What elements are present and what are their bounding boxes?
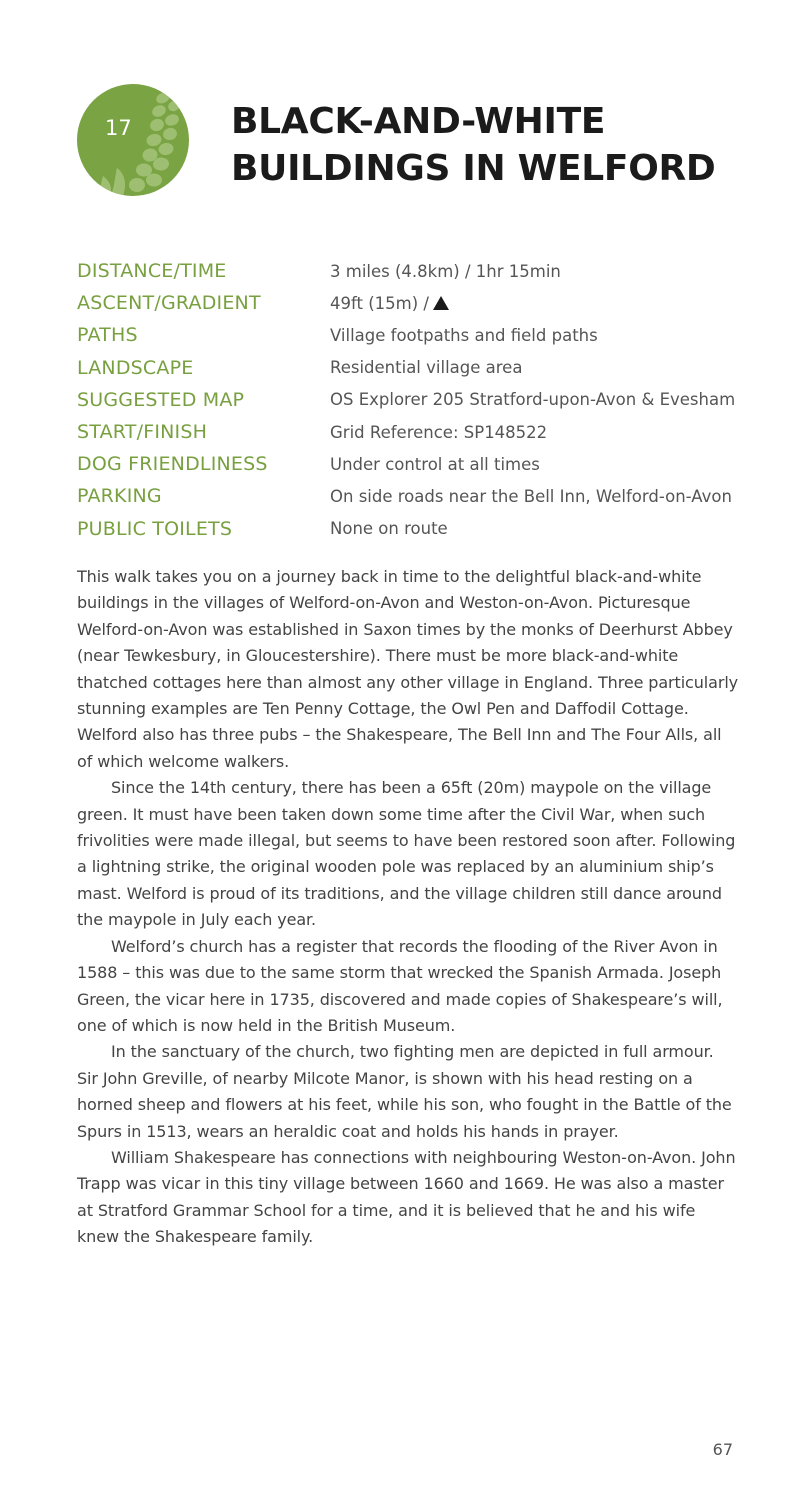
fact-value: Grid Reference: SP148522 xyxy=(330,422,548,442)
fact-row-map xyxy=(77,384,757,416)
fact-value: Under control at all times xyxy=(330,454,540,474)
walk-title-line-2: BUILDINGS IN WELFORD xyxy=(231,148,716,189)
fact-value: 49ft (15m) / xyxy=(330,293,429,313)
fact-row-landscape xyxy=(77,352,757,384)
fact-label: DOG FRIENDLINESS xyxy=(77,453,268,476)
fact-row-distance xyxy=(77,255,757,287)
fact-label: LANDSCAPE xyxy=(77,356,194,379)
paragraph: In the sanctuary of the church, two fighting men are depicted in full armour. Sir John Greville, of nearby Milcote Manor, is shown with his head resting on a horned sheep and flowers at his feet, while his son, who fought in the Battle of the Spurs in 1513, wears an heraldic coat and holds his hands in prayer. xyxy=(77,1042,732,1141)
fact-label: SUGGESTED MAP xyxy=(77,388,245,411)
paragraph: Since the 14th century, there has been a 65ft (20m) maypole on the village green. It must have been taken down some time after the Civil War, when such frivolities were made illegal, but seems to have been restored soon after. Following a lightning strike, the original wooden pole was replaced by an aluminium ship’s mast. Welford is proud of its traditions, and the village children still dance around the maypole in July each year. xyxy=(77,778,736,930)
walk-number-badge xyxy=(77,84,189,196)
fact-label: PUBLIC TOILETS xyxy=(77,517,233,540)
walk-description xyxy=(77,564,739,1251)
fact-value: None on route xyxy=(330,519,448,539)
walk-title-line-1: BLACK-AND-WHITE xyxy=(231,101,606,142)
fact-label: PATHS xyxy=(77,324,138,347)
fact-label: ASCENT/GRADIENT xyxy=(77,292,261,315)
fact-value: On side roads near the Bell Inn, Welford-on-Avon xyxy=(330,486,732,506)
fact-label: START/FINISH xyxy=(77,421,208,444)
fact-value-wrap xyxy=(330,294,449,313)
fact-value: 3 miles (4.8km) / 1hr 15min xyxy=(330,261,561,281)
fact-value: Residential village area xyxy=(330,358,523,378)
fact-row-start-finish xyxy=(77,416,757,448)
fact-label: DISTANCE/TIME xyxy=(77,260,227,283)
fact-row-dog-friendliness xyxy=(77,448,757,480)
footprint-path-icon xyxy=(77,84,189,196)
fact-value: Village footpaths and field paths xyxy=(330,325,598,345)
triangle-gradient-icon xyxy=(433,296,449,310)
walk-title xyxy=(231,98,771,192)
page-number: 67 xyxy=(712,1440,733,1459)
fact-label: PARKING xyxy=(77,485,162,508)
fact-value: OS Explorer 205 Stratford-upon-Avon & Evesham xyxy=(330,390,736,410)
fact-row-ascent xyxy=(77,287,757,319)
paragraph: William Shakespeare has connections with neighbouring Weston-on-Avon. John Trapp was vicar in this tiny village between 1660 and 1669. He was also a master at Stratford Grammar School for a time, and it is believed that he and his wife knew the Shakespeare family. xyxy=(77,1147,736,1247)
paragraph: Welford’s church has a register that records the flooding of the River Avon in 1588 – this was due to the same storm that wrecked the Spanish Armada. Joseph Green, the vicar here in 1735, discovered and made copies of Shakespeare’s will, one of which is now held in the British Museum. xyxy=(77,936,723,1035)
paragraph: This walk takes you on a journey back in time to the delightful black-and-white buildings in the villages of Welford-on-Avon and Weston-on-Avon. Picturesque Welford-on-Avon was established in Saxon times by the monks of Deerhurst Abbey (near Tewkesbury, in Gloucestershire). There must be more black-and-white thatched cottages here than almost any other village in England. Three particularly stunning examples are Ten Penny Cottage, the Owl Pen and Daffodil Cottage. Welford also has three pubs – the Shakespeare, The Bell Inn and The Four Alls, all of which welcome walkers. xyxy=(77,567,739,771)
fact-row-paths xyxy=(77,319,757,351)
fact-row-toilets xyxy=(77,513,757,545)
walk-facts-table xyxy=(77,255,757,545)
walk-number: 17 xyxy=(105,116,132,140)
fact-row-parking xyxy=(77,480,757,512)
